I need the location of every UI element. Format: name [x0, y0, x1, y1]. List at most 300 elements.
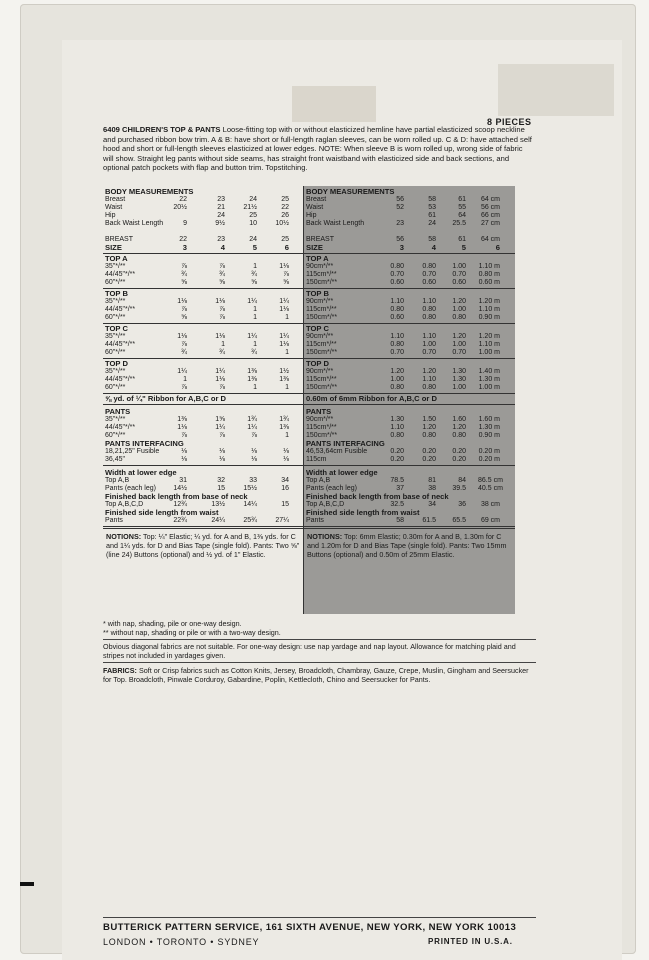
table-row: [306, 341, 513, 349]
cell-value: 21: [217, 204, 225, 211]
table-row: [306, 517, 513, 525]
description-text: Loose-fitting top with or without elasticized hemline have partial elasticized scoop neckline and purchased ribbon bow trim. A & B: have short or full-length raglan sleeves, can be worn rolled up. C & D: have attached self hood and short or full-length sleeves elasticized at lower edges. NOTE: When sleeve B is worn rolled up, wrong side of fabric will show. Straight leg pants without side seams, has straight front waistband with elasticized side and back sections, and optional patch pockets with flap and button trim. Topstitching.: [103, 125, 532, 173]
row-label: Top A,B: [105, 477, 130, 484]
row-label: TOP D: [306, 359, 329, 368]
cell-value: 1.00: [422, 341, 436, 348]
cell-value: 0.70: [452, 271, 466, 278]
table-row: [105, 408, 301, 416]
cell-value: 37: [396, 485, 404, 492]
cell-value: 1¾: [247, 416, 257, 423]
table-row: [105, 360, 301, 368]
row-divider: [103, 358, 303, 359]
table-row: [105, 469, 301, 477]
cell-value: 23: [217, 196, 225, 203]
table-row: [105, 220, 301, 228]
table-row: [105, 440, 301, 448]
row-label: Pants (each leg): [105, 485, 156, 492]
cell-value: 1.20 m: [478, 298, 500, 305]
table-row: [306, 333, 513, 341]
row-label: TOP B: [306, 289, 329, 298]
notions-label: NOTIONS:: [307, 532, 343, 541]
cell-value: 0.20 m: [478, 456, 500, 463]
cell-value: 0.80: [390, 432, 404, 439]
divider: [103, 639, 536, 640]
cell-value: 25.5: [452, 220, 466, 227]
row-label: PANTS: [306, 407, 332, 416]
table-row: [105, 290, 301, 298]
row-label: 115cm: [306, 456, 327, 463]
cell-value: 0.70: [452, 349, 466, 356]
cell-value: 3: [182, 243, 187, 252]
row-label: 90cm*/**: [306, 333, 334, 340]
cell-value: 5: [461, 243, 466, 252]
table-row: [306, 349, 513, 357]
cell-value: 21½: [243, 204, 257, 211]
cell-value: 1⅛: [177, 424, 187, 431]
cell-value: 56: [396, 236, 404, 243]
table-row: [105, 384, 301, 392]
cell-value: ⅞: [219, 314, 225, 321]
cell-value: 0.80: [390, 306, 404, 313]
table-row: [306, 376, 513, 384]
cell-value: 1.00: [452, 384, 466, 391]
cell-value: ⅞: [181, 263, 187, 270]
cell-value: 33: [249, 477, 257, 484]
table-row: [105, 271, 301, 279]
cell-value: 64 cm: [480, 236, 500, 243]
cell-value: 58: [428, 196, 436, 203]
cell-value: 81: [428, 477, 436, 484]
cell-value: 27 cm: [480, 220, 500, 227]
pieces-count: 8 PIECES: [487, 117, 532, 127]
table-row: [105, 477, 301, 485]
row-label: 115cm*/**: [306, 424, 337, 431]
cell-value: 1: [285, 432, 289, 439]
cell-value: 40.5 cm: [478, 485, 503, 492]
cell-value: 1⅛: [177, 298, 187, 305]
row-label: 150cm*/**: [306, 349, 338, 356]
row-label: 90cm*/**: [306, 263, 334, 270]
fabrics-label: FABRICS:: [103, 666, 137, 675]
cell-value: 1⅜: [279, 424, 289, 431]
row-label: 35"*/**: [105, 333, 126, 340]
printed-in: PRINTED IN U.S.A.: [428, 937, 513, 946]
row-label: 90cm*/**: [306, 416, 334, 423]
cell-value: 22¾: [173, 517, 187, 524]
cell-value: 61: [458, 196, 466, 203]
row-label: 60"*/**: [105, 384, 126, 391]
cell-value: 0.20: [390, 456, 404, 463]
cell-value: 0.80: [390, 263, 404, 270]
cell-value: 0.20: [452, 456, 466, 463]
cell-value: 1.10: [422, 333, 436, 340]
cell-value: 1.20: [452, 424, 466, 431]
table-row: [105, 456, 301, 464]
row-label: SIZE: [105, 243, 122, 252]
divider: [103, 917, 536, 918]
row-label: Top A,B,C,D: [306, 501, 345, 508]
row-label: Top A,B,C,D: [105, 501, 144, 508]
cell-value: 84: [458, 477, 466, 484]
cell-value: 0.60: [452, 279, 466, 286]
cell-value: 16: [281, 485, 289, 492]
table-row: [306, 416, 513, 424]
cell-value: 1¼: [247, 424, 257, 431]
cell-value: 1: [285, 314, 289, 321]
row-label: 44/45"*/**: [105, 376, 136, 383]
tape-patch-corner: [498, 64, 614, 116]
cell-value: ¾: [251, 349, 257, 356]
row-label: BODY MEASUREMENTS: [105, 187, 194, 196]
table-row: [306, 306, 513, 314]
cell-value: 0.20: [390, 448, 404, 455]
cell-value: 1.00: [452, 263, 466, 270]
cell-value: 1.20: [390, 368, 404, 375]
cell-value: ⅛: [283, 456, 289, 463]
cell-value: 1⅛: [177, 333, 187, 340]
row-label: Finished side length from waist: [105, 508, 219, 517]
cell-value: 14¼: [243, 501, 257, 508]
cell-value: ⅝: [283, 279, 289, 286]
cell-value: 24: [249, 196, 257, 203]
row-label: BODY MEASUREMENTS: [306, 187, 395, 196]
table-row: [306, 314, 513, 322]
table-row: [105, 493, 301, 501]
cell-value: 1¼: [215, 424, 225, 431]
cell-value: 15: [217, 485, 225, 492]
cell-value: 1⅛: [279, 306, 289, 313]
cell-value: 52: [396, 204, 404, 211]
table-row: [306, 220, 513, 228]
cell-value: 1.00 m: [478, 349, 500, 356]
row-divider: [103, 323, 303, 324]
cell-value: 1⅛: [215, 333, 225, 340]
metric-column: [304, 186, 515, 614]
cell-value: 1¼: [177, 368, 187, 375]
cell-value: 25: [281, 236, 289, 243]
cell-value: 1.10: [390, 333, 404, 340]
cell-value: 1¼: [279, 333, 289, 340]
row-label: 35"*/**: [105, 298, 126, 305]
cell-value: 78.5: [390, 477, 404, 484]
row-label: 35"*/**: [105, 368, 126, 375]
cell-value: 36: [458, 501, 466, 508]
cell-value: ⅝: [219, 279, 225, 286]
table-row: [105, 416, 301, 424]
table-row: [306, 395, 513, 403]
cell-value: ¾: [219, 271, 225, 278]
cell-value: 1⅜: [247, 376, 257, 383]
cell-value: 1.30: [390, 416, 404, 423]
row-label: Finished back length from base of neck: [105, 492, 248, 501]
table-row: [105, 196, 301, 204]
cell-value: 56: [396, 196, 404, 203]
cell-value: 0.60: [390, 279, 404, 286]
table-row: [105, 341, 301, 349]
cell-value: 24: [428, 220, 436, 227]
cell-value: 25: [281, 196, 289, 203]
row-label: Breast: [105, 196, 126, 203]
row-label: TOP A: [105, 254, 128, 263]
cell-value: 1⅜: [177, 416, 187, 423]
row-label: 150cm*/**: [306, 384, 338, 391]
row-divider: [304, 253, 515, 254]
cell-value: 22: [179, 236, 187, 243]
row-divider: [304, 288, 515, 289]
company-cities: LONDON • TORONTO • SYDNEY: [103, 937, 260, 947]
table-row: [105, 204, 301, 212]
cell-value: 1: [253, 314, 257, 321]
cell-value: 1.20 m: [478, 333, 500, 340]
table-row: [105, 333, 301, 341]
table-row: [105, 212, 301, 220]
table-row: [105, 279, 301, 287]
table-row: [306, 440, 513, 448]
cell-value: ⅞: [181, 432, 187, 439]
row-label: Back Waist Length: [306, 220, 365, 227]
cell-value: 1⅛: [279, 341, 289, 348]
table-row: [105, 298, 301, 306]
table-row: [105, 244, 301, 252]
cell-value: 1.10: [422, 376, 436, 383]
cell-value: ⅛: [251, 448, 257, 455]
cell-value: 0.80: [390, 341, 404, 348]
cell-value: 1.10: [422, 298, 436, 305]
row-label: Back Waist Length: [105, 220, 164, 227]
row-label: TOP C: [105, 324, 128, 333]
row-label: Finished back length from base of neck: [306, 492, 449, 501]
cell-value: 4: [220, 243, 225, 252]
cell-value: 1½: [279, 368, 289, 375]
cell-value: 6: [495, 243, 500, 252]
cell-value: ⅛: [283, 448, 289, 455]
row-label: TOP C: [306, 324, 329, 333]
table-row: [105, 325, 301, 333]
cell-value: 23: [217, 236, 225, 243]
cell-value: 10½: [275, 220, 289, 227]
cell-value: 1⅜: [279, 376, 289, 383]
row-label: 150cm*/**: [306, 279, 338, 286]
cell-value: ⅛: [251, 456, 257, 463]
cell-value: 1: [221, 341, 225, 348]
table-row: [105, 395, 301, 403]
cell-value: ¾: [251, 271, 257, 278]
yardage-table: [103, 186, 515, 614]
cell-value: ⅞: [219, 432, 225, 439]
row-label: 150cm*/**: [306, 432, 338, 439]
cell-value: 1.50: [422, 416, 436, 423]
cell-value: 24¼: [211, 517, 225, 524]
cell-value: ⅛: [219, 448, 225, 455]
cell-value: 1.60 m: [478, 416, 500, 423]
cell-value: 0.90 m: [478, 314, 500, 321]
cell-value: 0.80: [452, 314, 466, 321]
row-label: 60"*/**: [105, 432, 126, 439]
row-divider: [304, 526, 515, 527]
cell-value: 10: [249, 220, 257, 227]
cell-value: 1.20: [422, 424, 436, 431]
row-label: Waist: [105, 204, 123, 211]
table-row: [306, 448, 513, 456]
table-row: [306, 424, 513, 432]
cell-value: 0.20 m: [478, 448, 500, 455]
cell-value: 38: [428, 485, 436, 492]
notions-text: Top: ¼" Elastic; ¼ yd. for A and B, 1⅜ yds. for C and 1¼ yds. for D and Bias Tape (single fold). Pants: Two ⅝" (line 24) Buttons (optional) and ½ yd. of 1" Elastic.: [106, 532, 300, 559]
cell-value: 1¾: [279, 416, 289, 423]
table-row: [105, 188, 301, 196]
cell-value: 0.60: [390, 314, 404, 321]
cell-value: 14½: [173, 485, 187, 492]
cell-value: 0.80: [422, 314, 436, 321]
cell-value: 0.60: [422, 279, 436, 286]
cell-value: 1.60: [452, 416, 466, 423]
cell-value: 1¼: [279, 298, 289, 305]
cell-value: 1.40 m: [478, 368, 500, 375]
cell-value: 0.70: [422, 349, 436, 356]
cell-value: ⅞: [181, 384, 187, 391]
table-row: [105, 368, 301, 376]
cell-value: 0.80: [422, 306, 436, 313]
cell-value: 1⅜: [247, 368, 257, 375]
cell-value: 22: [179, 196, 187, 203]
cell-value: 26: [281, 212, 289, 219]
row-label: Finished side length from waist: [306, 508, 420, 517]
table-row: [306, 263, 513, 271]
cell-value: 1.10 m: [478, 306, 500, 313]
cell-value: 0.70: [390, 271, 404, 278]
row-label: Hip: [306, 212, 317, 219]
row-divider: [304, 465, 515, 466]
row-label: BREAST: [105, 236, 134, 243]
cell-value: ⅞: [219, 263, 225, 270]
cell-value: ⅛: [219, 456, 225, 463]
table-row: [306, 360, 513, 368]
row-label: 150cm*/**: [306, 314, 338, 321]
cell-value: 1¼: [247, 298, 257, 305]
tape-patch: [292, 86, 376, 122]
cell-value: 20½: [173, 204, 187, 211]
cell-value: 12¾: [173, 501, 187, 508]
table-row: [306, 509, 513, 517]
cell-value: 15: [281, 501, 289, 508]
table-row: [105, 263, 301, 271]
table-row: [105, 306, 301, 314]
cell-value: 1.20: [452, 298, 466, 305]
notions-section: [103, 528, 303, 559]
cell-value: 1⅛: [215, 298, 225, 305]
cell-value: 1: [253, 341, 257, 348]
cell-value: 0.70: [422, 271, 436, 278]
cell-value: 86.5 cm: [478, 477, 503, 484]
table-row: [306, 255, 513, 263]
fabrics-section: [103, 666, 536, 684]
row-label: 115cm*/**: [306, 341, 337, 348]
pattern-number: 6409: [103, 125, 120, 134]
row-label: Pants (each leg): [306, 485, 357, 492]
cell-value: 23: [396, 220, 404, 227]
row-label: 35"*/**: [105, 263, 126, 270]
row-label: 35"*/**: [105, 416, 126, 423]
cell-value: 32: [217, 477, 225, 484]
row-label: TOP D: [105, 359, 128, 368]
row-label: SIZE: [306, 243, 323, 252]
table-row: [306, 469, 513, 477]
divider: [103, 662, 536, 663]
table-row: [306, 204, 513, 212]
cell-value: 1.30 m: [478, 376, 500, 383]
table-row: [105, 424, 301, 432]
row-label: Width at lower edge: [306, 468, 378, 477]
pattern-description: [103, 125, 535, 173]
cell-value: 0.90 m: [478, 432, 500, 439]
cell-value: 13½: [211, 501, 225, 508]
edge-mark: [20, 882, 34, 886]
table-row: [105, 314, 301, 322]
cell-value: 1⅛: [279, 263, 289, 270]
table-row: [105, 255, 301, 263]
cell-value: 39.5: [452, 485, 466, 492]
row-label: 44/45"*/**: [105, 424, 136, 431]
row-label: 36,45": [105, 456, 126, 463]
notions-label: NOTIONS:: [106, 532, 142, 541]
cell-value: 0.80: [390, 384, 404, 391]
cell-value: 0.80: [422, 432, 436, 439]
cell-value: ⅝: [251, 279, 257, 286]
table-row: [306, 271, 513, 279]
row-divider: [304, 323, 515, 324]
company-address: BUTTERICK PATTERN SERVICE, 161 SIXTH AVENUE, NEW YORK, NEW YORK 10013: [103, 922, 517, 933]
cell-value: 64: [458, 212, 466, 219]
row-divider: [103, 465, 303, 466]
cell-value: ¾: [181, 271, 187, 278]
row-label: 0.60m of 6mm Ribbon for A,B,C or D: [306, 394, 437, 403]
row-label: BREAST: [306, 236, 335, 243]
cell-value: 61: [458, 236, 466, 243]
cell-value: 1.00: [452, 306, 466, 313]
row-label: Width at lower edge: [105, 468, 177, 477]
cell-value: 56 cm: [480, 204, 500, 211]
cell-value: 1.30 m: [478, 424, 500, 431]
table-row: [105, 349, 301, 357]
cell-value: 0.80: [422, 263, 436, 270]
cell-value: 1¼: [215, 368, 225, 375]
cell-value: 22: [281, 204, 289, 211]
row-label: 44/45"*/**: [105, 306, 136, 313]
row-divider: [304, 404, 515, 405]
row-label: 44/45"*/**: [105, 341, 136, 348]
row-divider: [103, 526, 303, 527]
cell-value: 66 cm: [480, 212, 500, 219]
cell-value: 3: [399, 243, 404, 252]
cell-value: 1⅛: [215, 376, 225, 383]
row-label: 18,21,25" Fusible: [105, 448, 160, 455]
table-row: [105, 517, 301, 525]
table-row: [306, 244, 513, 252]
cell-value: 55: [458, 204, 466, 211]
cell-value: ⅞: [283, 271, 289, 278]
table-row: [306, 298, 513, 306]
cell-value: 1.30: [452, 368, 466, 375]
cell-value: 58: [428, 236, 436, 243]
cell-value: 0.80 m: [478, 271, 500, 278]
row-label: TOP B: [105, 289, 128, 298]
cell-value: 31: [179, 477, 187, 484]
cell-value: 0.80: [452, 432, 466, 439]
table-row: [306, 477, 513, 485]
cell-value: 1.30: [452, 376, 466, 383]
table-row: [306, 456, 513, 464]
cell-value: ⅞: [219, 306, 225, 313]
